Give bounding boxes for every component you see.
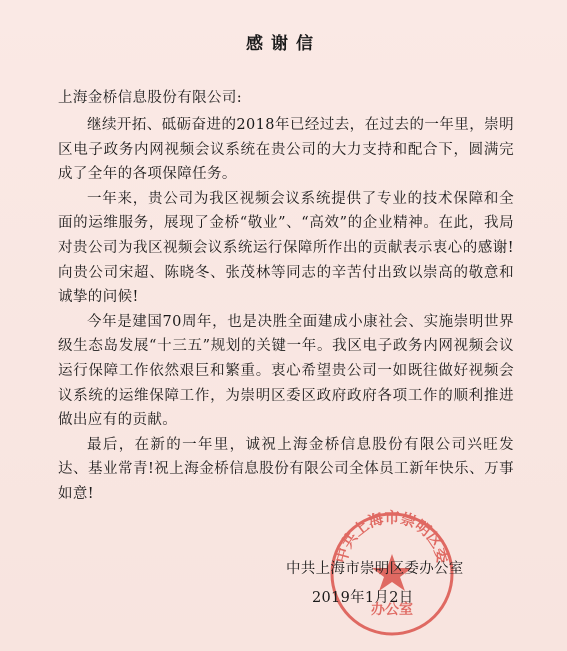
- paragraph-1: 继续开拓、砥砺奋进的2018年已经过去，在过去的一年里，崇明区电子政务内网视频会议系统在贵公司的大力支持和配合下，圆满完成了全年的各项保障任务。: [58, 117, 514, 183]
- salutation: 上海金桥信息股份有限公司:: [58, 90, 243, 106]
- letter-body: [58, 113, 514, 507]
- seal-bottom-text: 办公室: [371, 602, 413, 618]
- paragraph-3: 今年是建国70周年，也是决胜全面建成小康社会、实施崇明世界级生态岛发展“十三五”规划的关键一年。我区电子政务内网视频会议运行保障工作依然艰巨和繁重。衷心希望贵公司一如既往做好视频会议系统的运维保障工作，为崇明区委区政府政府各项工作的顺利推进做出应有的贡献。: [58, 313, 514, 429]
- paragraph-4: 最后，在新的一年里，诚祝上海金桥信息股份有限公司兴旺发达、基业常青!祝上海金桥信息股份有限公司全体员工新年快乐、万事如意!: [58, 436, 514, 502]
- letter-title: 感谢信: [246, 34, 321, 54]
- signature-organization: 中共上海市崇明区委办公室: [286, 561, 464, 577]
- paragraph-2: 一年来，贵公司为我区视频会议系统提供了专业的技术保障和全面的运维服务，展现了金桥“敬业”、“高效”的企业精神。在此，我局对贵公司为我区视频会议系统运行保障所作出的贡献表示衷心的感谢!向贵公司宋超、陈晓冬、张茂林等同志的辛苦付出致以崇高的敬意和诚挚的问候!: [58, 190, 514, 306]
- signature-date: 2019年1月2日: [312, 590, 414, 606]
- seal-arc-textpath: 中共上海市崇明区委: [332, 508, 452, 566]
